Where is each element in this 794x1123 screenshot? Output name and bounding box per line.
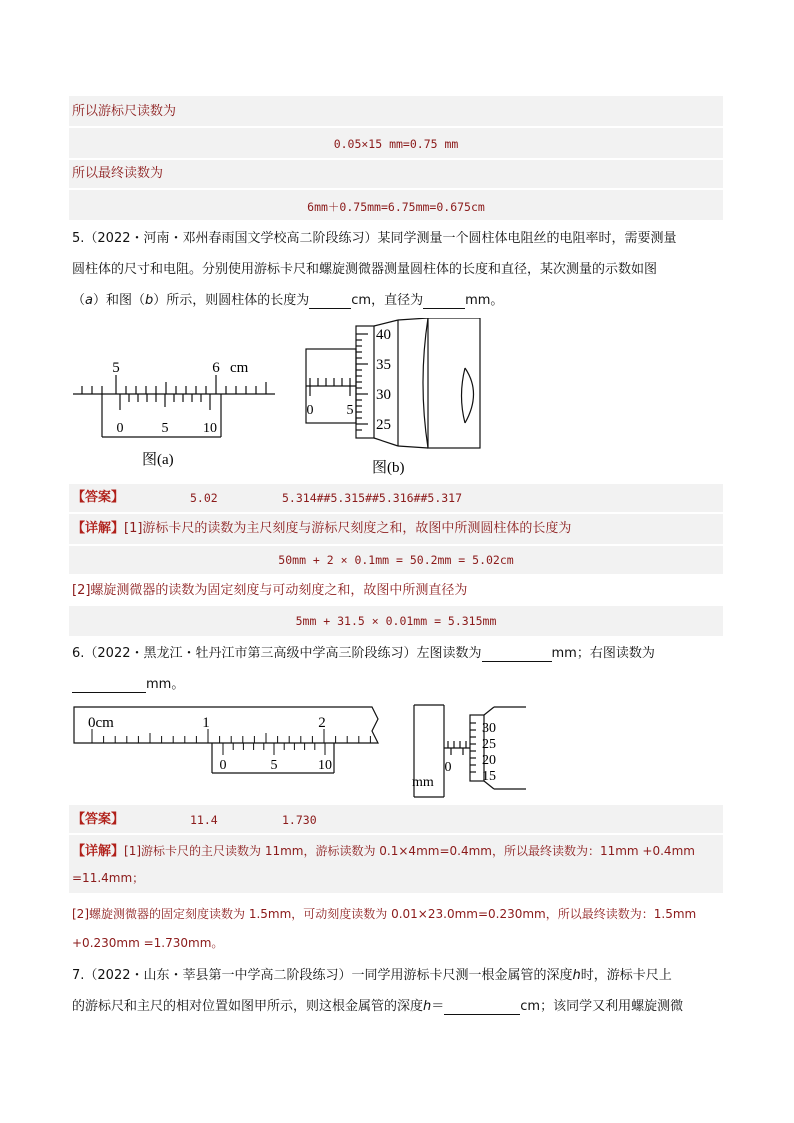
q6-right-sleeve-label-mm: mm bbox=[412, 775, 434, 790]
fig-a-vernier-label-5: 5 bbox=[161, 421, 169, 436]
q6-text: 6.（2022・黑龙江・牡丹江市第三高级中学高三阶段练习）左图读数为 bbox=[72, 646, 482, 661]
q6-unit-1: mm；右图读数为 bbox=[551, 646, 655, 661]
q6-answer-band bbox=[69, 805, 723, 833]
q6-answer-row bbox=[72, 812, 317, 828]
q6-answer-label: 【答案】 bbox=[72, 812, 125, 827]
fig-a-main-label-5: 5 bbox=[112, 360, 120, 376]
q6-detail-1a bbox=[72, 843, 695, 860]
q5-text: （ bbox=[72, 293, 86, 308]
final-reading-calc: 6mm＋0.75mm=6.75mm=0.675cm bbox=[307, 200, 485, 214]
q7-equals: ＝ bbox=[431, 999, 445, 1014]
fig-b-sleeve-label-0: 0 bbox=[306, 403, 314, 418]
q7-stem-line-1 bbox=[72, 968, 672, 984]
q5-detail-1 bbox=[72, 521, 571, 537]
q6-left-blank[interactable] bbox=[482, 648, 552, 662]
q6-thimble-label-30: 30 bbox=[482, 721, 496, 736]
q5-figure-b-micrometer bbox=[300, 318, 490, 478]
q5-answer-2: 5.314##5.315##5.316##5.317 bbox=[282, 491, 463, 505]
q5-answer-1: 5.02 bbox=[190, 491, 218, 505]
fig-b-sleeve-label-5: 5 bbox=[346, 403, 354, 418]
q5-fig-a-ref: a bbox=[85, 293, 93, 308]
q7-stem-line-2 bbox=[72, 999, 683, 1015]
q7-text: 的游标尺和主尺的相对位置如图甲所示，则这根金属管的深度 bbox=[72, 999, 424, 1014]
q6-thimble-label-15: 15 bbox=[482, 769, 496, 784]
fig-a-vernier-label-0: 0 bbox=[116, 421, 124, 436]
vernier-reading-intro: 所以游标尺读数为 bbox=[72, 104, 177, 119]
fig-a-main-unit: cm bbox=[230, 360, 249, 376]
q6-unit-2: mm。 bbox=[146, 677, 185, 692]
q6-main-label-2: 2 bbox=[318, 715, 326, 731]
q6-thimble-label-20: 20 bbox=[482, 753, 496, 768]
q7-depth-blank[interactable] bbox=[444, 1001, 520, 1015]
q5-fig-b-ref: b bbox=[145, 293, 154, 308]
fig-a-vernier-label-10: 10 bbox=[203, 421, 217, 436]
q5-unit-mm: mm。 bbox=[465, 293, 504, 308]
q6-answer-2: 1.730 bbox=[282, 813, 317, 827]
q5-text: ）和图（ bbox=[92, 293, 145, 308]
fig-b-caption: 图(b) bbox=[372, 460, 405, 476]
q5-stem-line-1: 5.（2022・河南・邓州春雨国文学校高二阶段练习）某同学测量一个圆柱体电阻丝的电阻率时，需要测量 bbox=[72, 231, 677, 246]
q7-text: cm；该同学又利用螺旋测微 bbox=[520, 999, 684, 1014]
fig-a-main-label-6: 6 bbox=[212, 360, 220, 376]
q6-vernier-label-5: 5 bbox=[270, 758, 278, 773]
q5-unit-cm: cm，直径为 bbox=[351, 293, 424, 308]
q7-depth-symbol: h bbox=[572, 968, 581, 983]
q7-text: 时，游标卡尺上 bbox=[580, 968, 672, 983]
q5-stem-line-2: 圆柱体的尺寸和电阻。分别使用游标卡尺和螺旋测微器测量圆柱体的长度和直径，某次测量的示数如图 bbox=[72, 262, 658, 277]
solution-band-3 bbox=[69, 160, 723, 188]
q6-detail-label: 【详解】 bbox=[72, 844, 125, 859]
q5-diameter-blank[interactable] bbox=[423, 295, 465, 309]
q6-stem-line-1 bbox=[72, 646, 655, 662]
q6-detail-2a: [2]螺旋测微器的固定刻度读数为 1.5mm，可动刻度读数为 0.01×23.0mm=0.230mm，所以最终读数为：1.5mm bbox=[72, 907, 697, 921]
q6-detail-1a-text: [1]游标卡尺的主尺读数为 11mm，游标读数为 0.1×4mm=0.4mm，所以最终读数为：11mm +0.4mm bbox=[124, 844, 695, 858]
q5-calc-1: 50mm + 2 × 0.1mm = 50.2mm = 5.02cm bbox=[278, 553, 514, 567]
fig-b-thimble-label-25: 25 bbox=[376, 417, 391, 433]
q6-figure-right-micrometer bbox=[410, 703, 530, 799]
fig-b-thimble-label-40: 40 bbox=[376, 327, 391, 343]
q5-detail-label: 【详解】 bbox=[72, 521, 125, 536]
q5-calc-2: 5mm + 31.5 × 0.01mm = 5.315mm bbox=[295, 614, 497, 628]
q6-detail-2b: +0.230mm =1.730mm。 bbox=[72, 936, 224, 950]
q5-figure-a-vernier-caliper bbox=[70, 355, 280, 470]
q6-main-label-0cm: 0cm bbox=[88, 715, 114, 731]
q6-stem-line-2 bbox=[72, 677, 184, 693]
q5-detail-2: [2]螺旋测微器的读数为固定刻度与可动刻度之和，故图中所测直径为 bbox=[72, 583, 468, 598]
fig-a-caption: 图(a) bbox=[142, 452, 174, 468]
q5-text: ）所示，则圆柱体的长度为 bbox=[153, 293, 310, 308]
fig-b-thimble-label-30: 30 bbox=[376, 387, 391, 403]
q5-detail-1-text: [1]游标卡尺的读数为主尺刻度与游标尺刻度之和，故图中所测圆柱体的长度为 bbox=[124, 521, 572, 536]
q7-depth-symbol: h bbox=[423, 999, 432, 1014]
q6-main-label-1: 1 bbox=[202, 715, 210, 731]
q5-length-blank[interactable] bbox=[309, 295, 351, 309]
q6-right-sleeve-label-0: 0 bbox=[444, 760, 452, 775]
q6-vernier-label-0: 0 bbox=[219, 758, 227, 773]
final-reading-intro: 所以最终读数为 bbox=[72, 166, 164, 181]
q6-vernier-label-10: 10 bbox=[318, 758, 332, 773]
vernier-reading-calc: 0.05×15 mm=0.75 mm bbox=[333, 137, 459, 151]
q7-text: 7.（2022・山东・莘县第一中学高二阶段练习）一同学用游标卡尺测一根金属管的深度 bbox=[72, 968, 573, 983]
fig-b-thimble-label-35: 35 bbox=[376, 357, 391, 373]
q5-answer-label: 【答案】 bbox=[72, 490, 125, 505]
q5-answer-row bbox=[72, 490, 463, 506]
q6-answer-1: 11.4 bbox=[190, 813, 218, 827]
q6-figure-left-vernier-caliper bbox=[72, 703, 382, 778]
q6-detail-1b: =11.4mm； bbox=[72, 871, 145, 885]
q6-right-blank[interactable] bbox=[72, 679, 146, 693]
q5-stem-line-3 bbox=[72, 293, 503, 309]
q6-thimble-label-25: 25 bbox=[482, 737, 496, 752]
